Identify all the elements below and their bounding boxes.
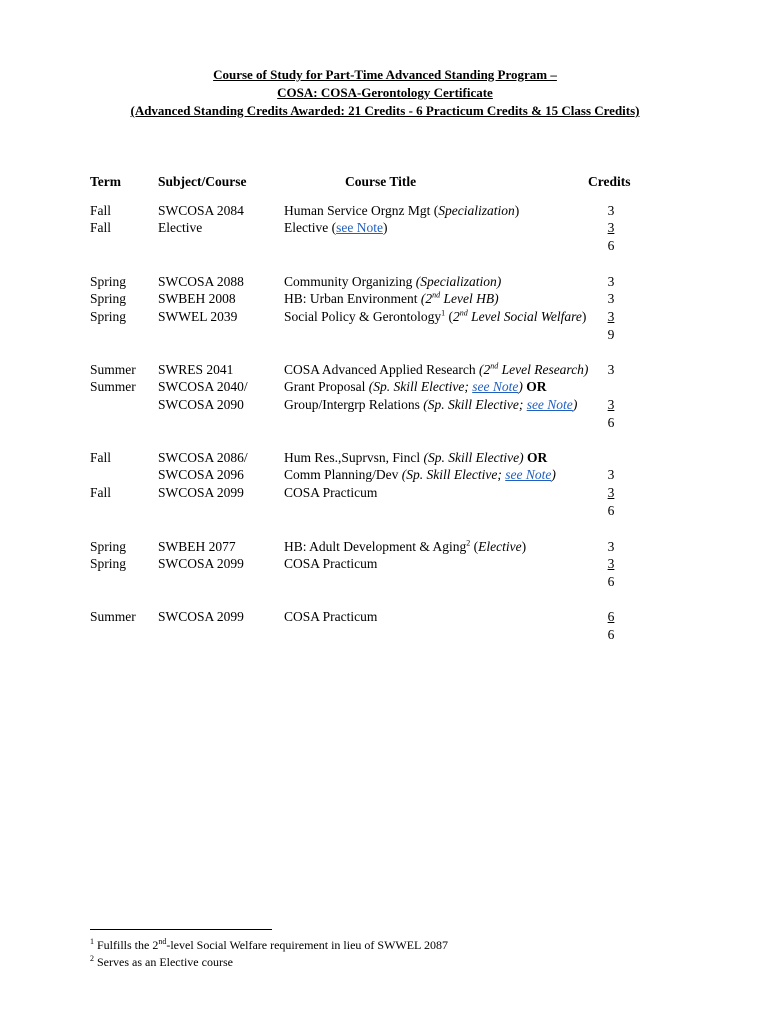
course-title-emphasis: Elective <box>478 539 522 554</box>
subject-cell: SWCOSA 2086/ <box>158 450 248 465</box>
course-title-emphasis: Specialization <box>438 203 515 218</box>
document-title-line-2: COSA: COSA-Gerontology Certificate <box>277 85 493 100</box>
credits-total: 6 <box>607 503 615 518</box>
footnote-ref: 1 <box>441 308 446 318</box>
footnote-divider <box>90 929 272 930</box>
credits-cell: 3 <box>607 485 615 500</box>
subject-cell: SWCOSA 2084 <box>158 203 244 218</box>
course-title-text: ) <box>518 379 527 394</box>
subject-cell: SWCOSA 2040/ <box>158 379 248 394</box>
subject-cell: SWCOSA 2099 <box>158 609 244 624</box>
course-title-text: HB: Urban Environment <box>284 291 421 306</box>
header-course-title: Course Title <box>345 174 417 189</box>
course-title-cell <box>284 290 499 308</box>
course-title-cell <box>284 361 588 379</box>
credits-total: 9 <box>607 327 615 342</box>
course-title-emphasis: (Specialization) <box>415 274 502 289</box>
course-title-text: ) <box>551 467 556 482</box>
course-title-emphasis-text: (2 <box>478 362 491 377</box>
superscript: nd <box>490 361 499 371</box>
footnote-text: Serves as an Elective course <box>94 955 233 969</box>
footnote-text: Fulfills the 2 <box>94 938 159 952</box>
subject-cell: SWRES 2041 <box>158 362 234 377</box>
course-title-cell: COSA Practicum <box>284 609 378 624</box>
course-title-cell <box>284 202 519 220</box>
course-title-text: Group/Intergrp Relations <box>284 397 424 412</box>
course-title-emphasis: (Sp. Skill Elective; <box>401 467 506 482</box>
credits-cell: 3 <box>607 539 615 554</box>
course-title-emphasis <box>479 362 588 377</box>
header-credits: Credits <box>588 174 631 189</box>
course-title-emphasis-text: Level Social Welfare <box>467 309 582 324</box>
term-cell: Fall <box>90 485 112 500</box>
course-title-text: ) <box>581 309 587 324</box>
credits-cell: 3 <box>607 309 615 324</box>
credits-cell: 3 <box>607 291 615 306</box>
course-title-text: Social Policy & Gerontology <box>284 309 442 324</box>
term-cell: Spring <box>90 539 127 554</box>
credits-cell: 6 <box>607 609 615 624</box>
course-title-cell <box>284 219 387 237</box>
document-title-line-3: (Advanced Standing Credits Awarded: 21 Credits - 6 Practicum Credits & 15 Class Credits) <box>130 103 640 118</box>
course-title-emphasis-text: (2 <box>420 291 433 306</box>
course-title-emphasis: (Sp. Skill Elective) <box>423 450 527 465</box>
course-title-cell <box>284 449 547 467</box>
superscript: nd <box>432 290 441 300</box>
course-title-text: Grant Proposal <box>284 379 369 394</box>
course-title-cell <box>284 308 586 326</box>
subject-cell: SWBEH 2008 <box>158 291 236 306</box>
or-label: OR <box>526 450 548 465</box>
term-cell: Summer <box>90 362 136 377</box>
course-title-text: Community Organizing <box>284 274 416 289</box>
course-title-text: ( <box>470 539 479 554</box>
subject-cell: SWCOSA 2088 <box>158 274 244 289</box>
course-title-cell <box>284 378 546 396</box>
credits-cell: 3 <box>607 362 615 377</box>
see-note-link[interactable]: see Note <box>336 220 383 235</box>
course-title-text: ( <box>445 309 453 324</box>
see-note-link[interactable]: see Note <box>505 467 552 482</box>
course-title-emphasis: (Sp. Skill Elective; <box>423 397 527 412</box>
course-title-text: Comm Planning/Dev <box>284 467 402 482</box>
document-title-line-1: Course of Study for Part-Time Advanced Standing Program – <box>213 67 557 82</box>
subject-cell: SWBEH 2077 <box>158 539 236 554</box>
term-cell: Spring <box>90 556 127 571</box>
term-cell: Fall <box>90 220 112 235</box>
or-label: OR <box>526 379 547 394</box>
course-title-emphasis-text: 2 <box>452 309 460 324</box>
superscript: nd <box>158 937 167 946</box>
credits-cell: 3 <box>607 467 615 482</box>
footnote-1 <box>90 937 448 953</box>
subject-cell: Elective <box>158 220 203 235</box>
credits-cell: 3 <box>607 274 615 289</box>
footnote-number: 1 <box>90 937 94 946</box>
course-title-text: ) <box>382 220 388 235</box>
credits-cell: 3 <box>607 556 615 571</box>
credits-cell: 3 <box>607 397 615 412</box>
term-cell: Spring <box>90 309 127 324</box>
subject-cell: SWCOSA 2099 <box>158 485 244 500</box>
footnote-text: -level Social Welfare requirement in lieu of SWWEL 2087 <box>166 938 448 952</box>
footnote-number: 2 <box>90 954 94 963</box>
course-title-cell: COSA Practicum <box>284 485 378 500</box>
subject-cell: SWCOSA 2096 <box>158 467 244 482</box>
footnote-ref: 2 <box>466 538 471 548</box>
course-title-cell: COSA Practicum <box>284 556 378 571</box>
course-title-emphasis <box>421 291 499 306</box>
course-title-text: ) <box>572 397 578 412</box>
see-note-link[interactable]: see Note <box>472 379 519 394</box>
see-note-link[interactable]: see Note <box>526 397 573 412</box>
course-title-cell <box>284 538 526 556</box>
course-title-emphasis: (Sp. Skill Elective; <box>368 379 473 394</box>
course-title-emphasis-text: Level Research) <box>498 362 589 377</box>
course-title-text: COSA Advanced Applied Research <box>284 362 479 377</box>
header-term: Term <box>90 174 121 189</box>
subject-cell: SWWEL 2039 <box>158 309 238 324</box>
term-cell: Spring <box>90 291 127 306</box>
course-title-text: Elective ( <box>284 220 337 235</box>
superscript: nd <box>459 308 468 318</box>
subject-cell: SWCOSA 2090 <box>158 397 244 412</box>
term-cell: Fall <box>90 203 112 218</box>
course-title-text: ) <box>514 203 520 218</box>
course-title-cell <box>284 396 577 414</box>
credits-total: 6 <box>607 415 615 430</box>
term-cell: Summer <box>90 609 136 624</box>
course-title-emphasis <box>453 309 582 324</box>
credits-total: 6 <box>607 627 615 642</box>
course-title-text: Human Service Orgnz Mgt ( <box>284 203 439 218</box>
credits-total: 6 <box>607 238 615 253</box>
course-title-emphasis-text: Level HB) <box>440 291 499 306</box>
course-title-cell <box>284 466 556 484</box>
course-title-text: Hum Res.,Suprvsn, Fincl <box>284 450 424 465</box>
term-cell: Fall <box>90 450 112 465</box>
term-cell: Spring <box>90 274 127 289</box>
credits-cell: 3 <box>607 203 615 218</box>
course-title-text: HB: Adult Development & Aging <box>284 539 467 554</box>
subject-cell: SWCOSA 2099 <box>158 556 244 571</box>
credits-cell: 3 <box>607 220 615 235</box>
course-title-cell <box>284 273 501 291</box>
term-cell: Summer <box>90 379 136 394</box>
footnote-2 <box>90 954 233 970</box>
course-title-text: ) <box>521 539 527 554</box>
header-subject-course: Subject/Course <box>158 174 247 189</box>
credits-total: 6 <box>607 574 615 589</box>
